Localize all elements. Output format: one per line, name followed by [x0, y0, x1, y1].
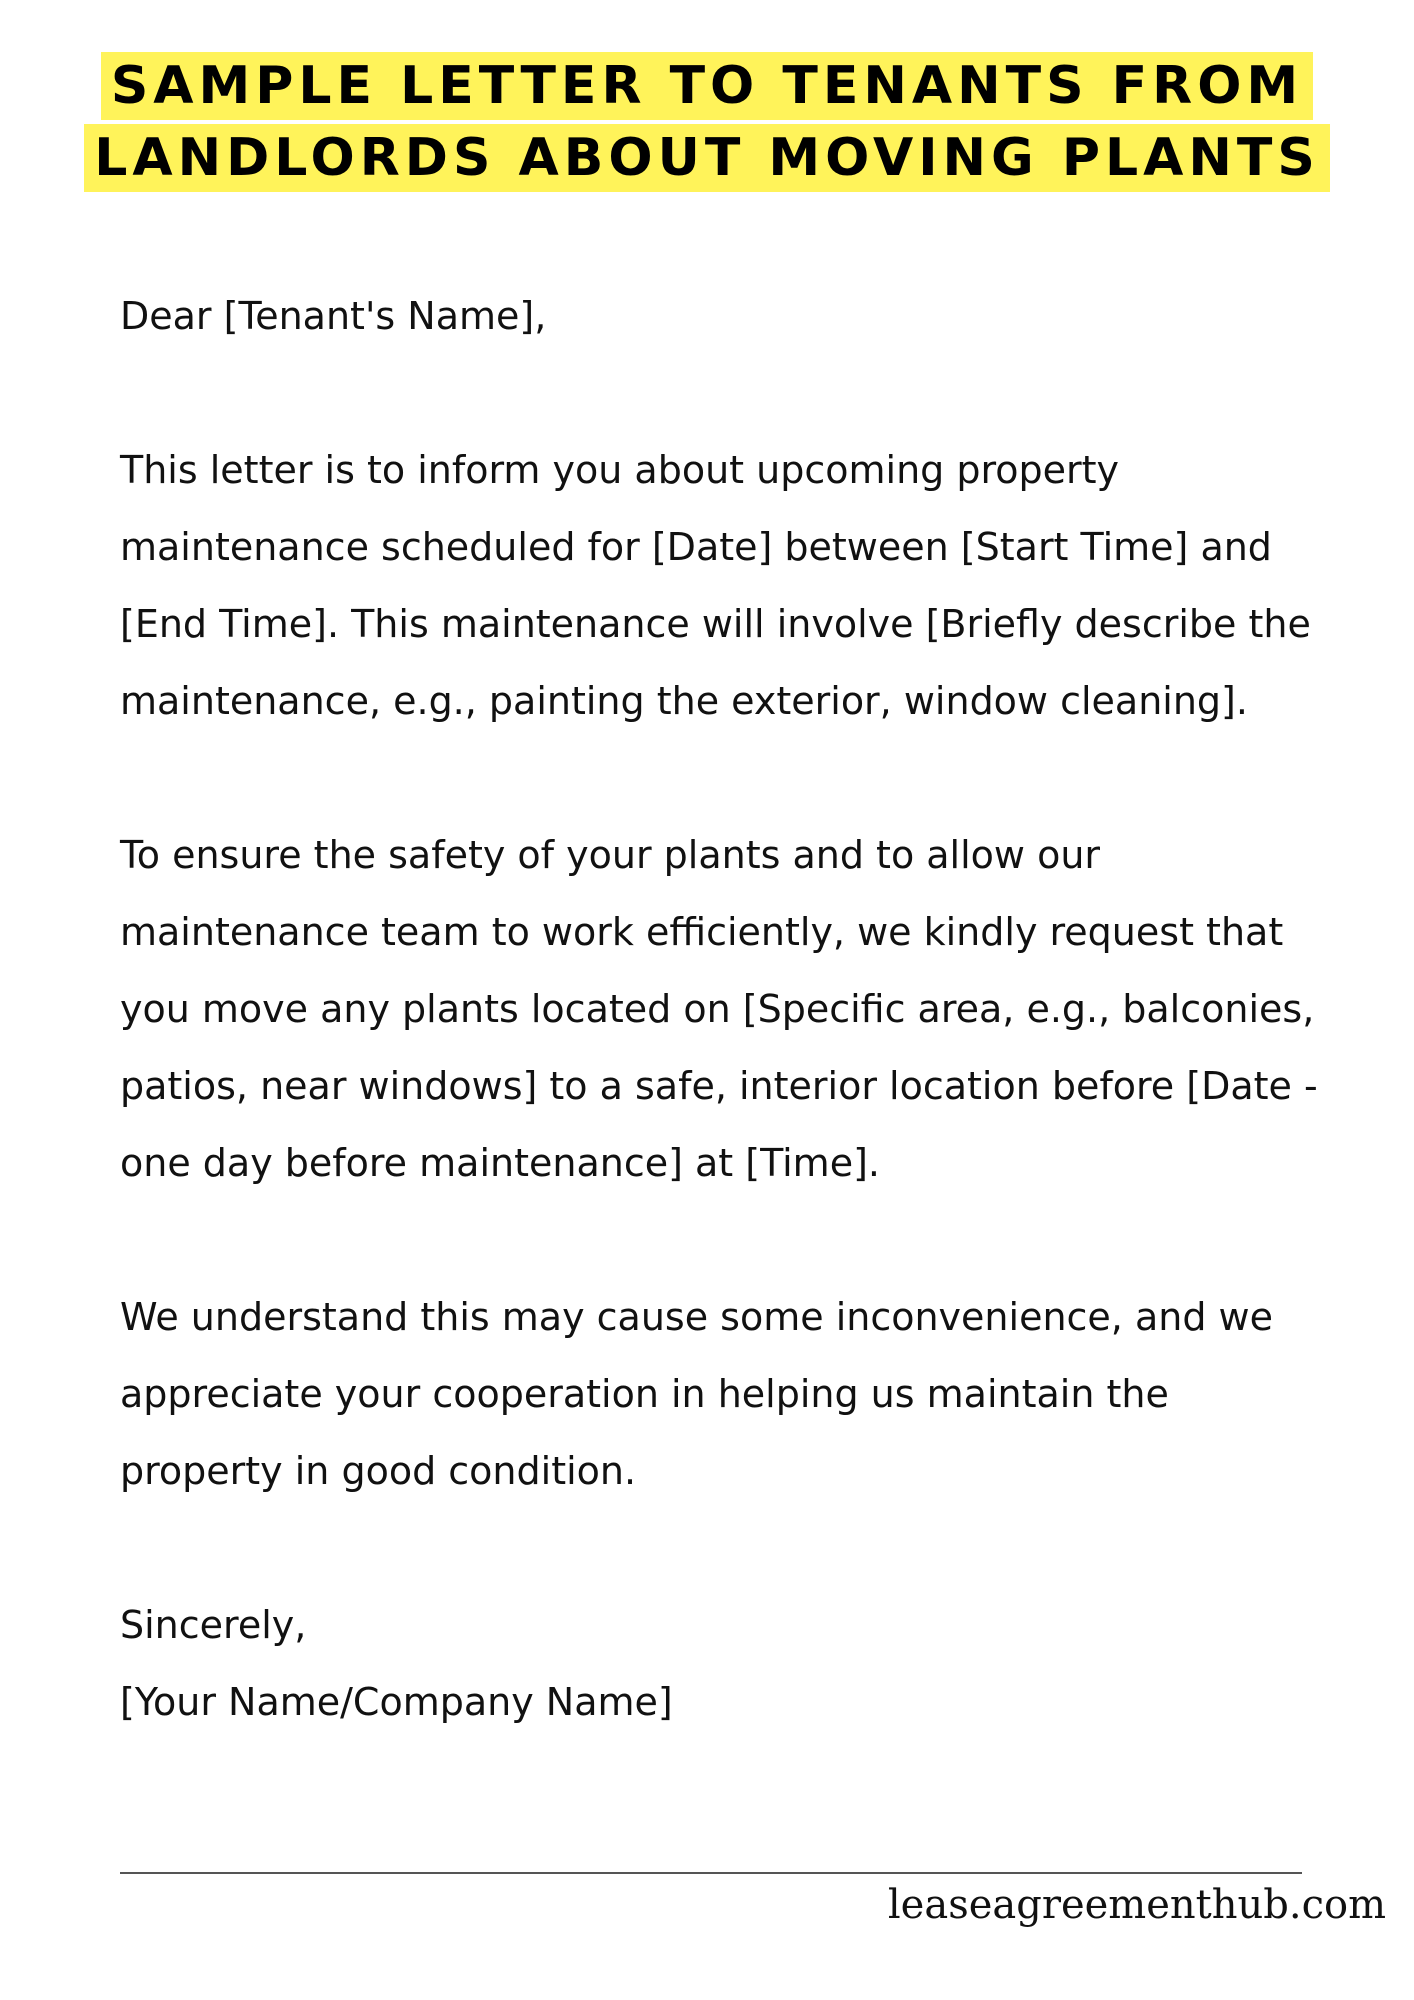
letter-body	[120, 278, 1340, 1741]
title-line-1: SAMPLE LETTER TO TENANTS FROM	[101, 52, 1313, 120]
page-title	[0, 52, 1414, 196]
paragraph-maintenance-notice: This letter is to inform you about upcoming property maintenance scheduled for [Date] between [Start Time] and [End Time]. This maintenance will involve [Briefly describe the maintenance, e.g., painting the exterior, window cleaning].	[120, 448, 1311, 723]
closing: Sincerely,	[120, 1603, 307, 1647]
title-line-2: LANDLORDS ABOUT MOVING PLANTS	[84, 124, 1330, 192]
salutation: Dear [Tenant's Name],	[120, 294, 547, 338]
signature: [Your Name/Company Name]	[120, 1680, 673, 1724]
paragraph-appreciation: We understand this may cause some inconvenience, and we appreciate your cooperation in helping us maintain the property in good condition.	[120, 1295, 1273, 1493]
signature-line	[120, 1872, 1302, 1874]
paragraph-plant-request: To ensure the safety of your plants and to allow our maintenance team to work efficiently, we kindly request that you move any plants located on [Specific area, e.g., balconies, patios, near windows] to a safe, interior location before [Date - one day before maintenance] at [Time].	[120, 833, 1318, 1185]
brand-watermark: leaseagreementhub.com	[887, 1882, 1386, 1928]
